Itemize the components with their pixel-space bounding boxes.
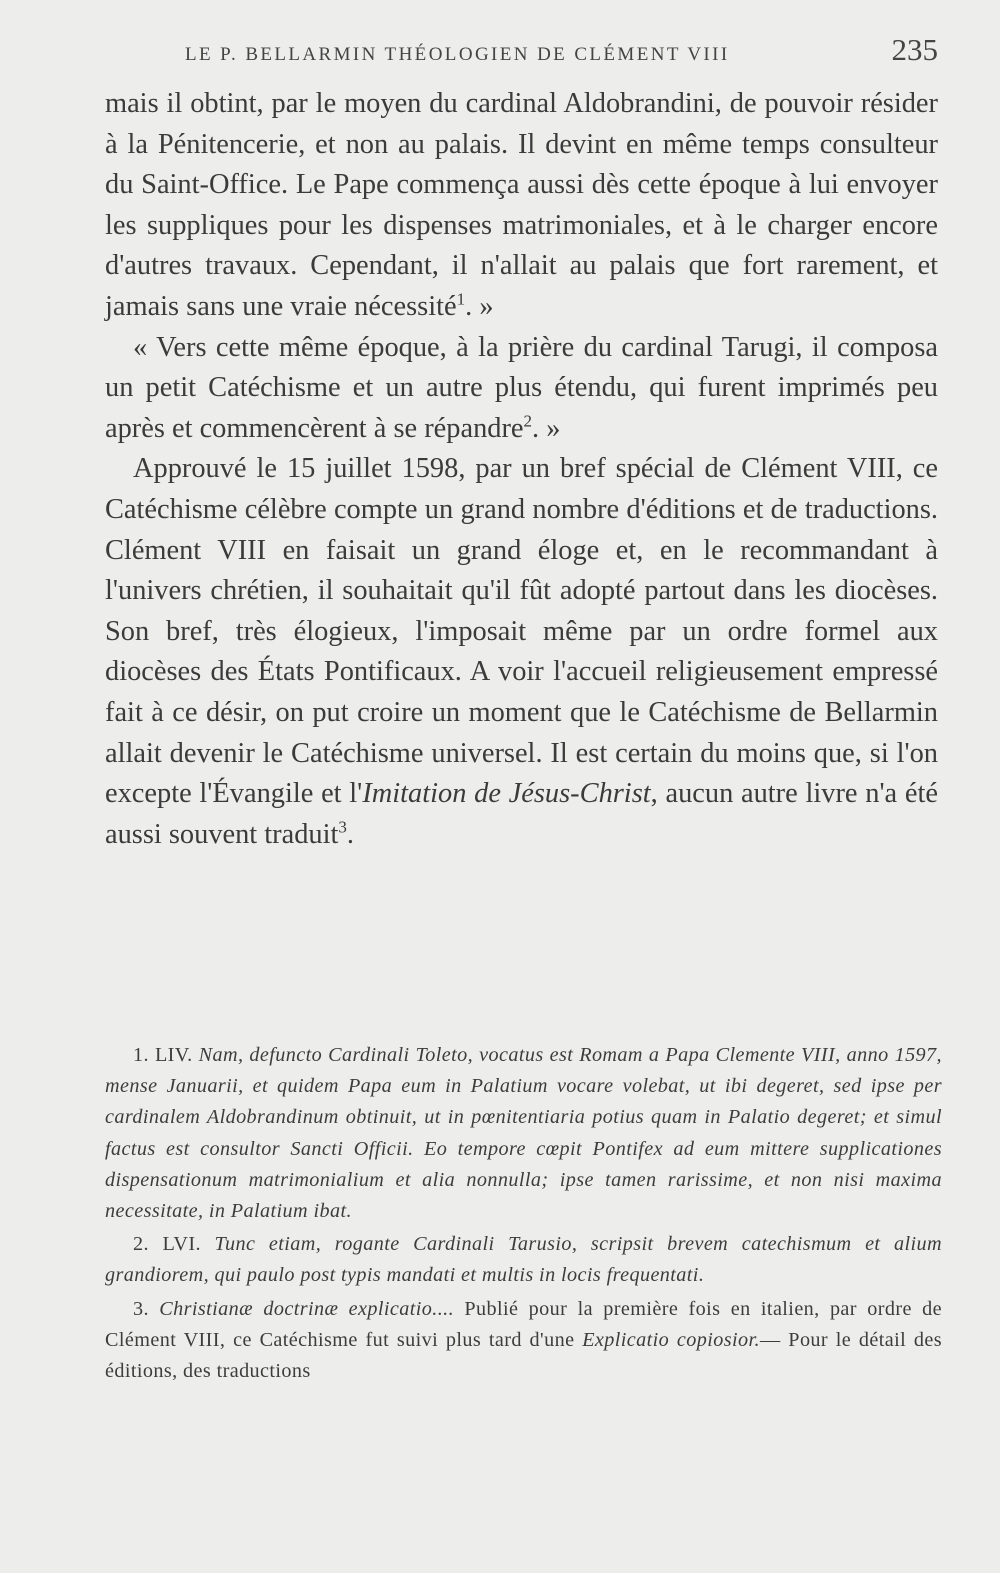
paragraph-3-final: . xyxy=(346,818,355,850)
italic-title: Imitation de Jésus-Christ xyxy=(362,778,651,810)
paragraph-3 xyxy=(105,449,938,855)
footnote-1 xyxy=(105,1040,942,1227)
footnote-3-italic-2: Explicatio copiosior. xyxy=(582,1328,760,1351)
footnote-1-text: Nam, defuncto Cardinali Toleto, vocatus est Romam a Papa Clemente VIII, anno 1597, mense Januarii, et quidem Papa eum in Palatium vocare volebat, ut ibi degeret, sed ipse per cardinalem Aldobrandinum obtinuit, ut in pœnitentiaria potius quam in Palatio degeret; et simul factus est consultor Sancti Officii. Eo tempore cœpit Pontifex ad eum mittere supplicationes dispensationum matrimonialium et alia nonnulla; ipse tamen rarissime, et non nisi maxima necessitate, in Palatium ibat. xyxy=(105,1044,942,1223)
paragraph-2 xyxy=(105,328,938,450)
paragraph-1-end: . » xyxy=(465,290,494,322)
footnote-3-text-2: — Pour le détail des éditions, des traductions xyxy=(105,1328,942,1383)
footnotes xyxy=(105,1040,942,1387)
footnote-2-label: 2. LVI. xyxy=(133,1233,201,1256)
footnote-3-italic: Christianæ doctrinæ explicatio.... xyxy=(159,1297,455,1320)
running-title: LE P. BELLARMIN THÉOLOGIEN DE CLÉMENT VIII xyxy=(185,44,730,65)
paragraph-3-text: Approuvé le 15 juillet 1598, par un bref spécial de Clément VIII, ce Catéchisme célèbre compte un grand nombre d'éditions et de traductions. Clément VIII en faisait un grand éloge et, en le recommandant à l'univers chrétien, il souhaitait qu'il fût adopté partout dans les diocèses. Son bref, très élogieux, l'imposait même par un ordre formel aux diocèses des États Pontificaux. A voir l'accueil religieusement empressé fait à ce désir, on put croire un moment que le Catéchisme de Bellarmin allait devenir le Catéchisme universel. Il est certain du moins que, si l'on excepte l'Évangile et l' xyxy=(105,453,938,810)
paragraph-3-continued: , aucun autre livre n'a été aussi souvent traduit xyxy=(105,778,938,850)
footnote-ref-3: 3 xyxy=(338,817,347,837)
paragraph-2-text: « Vers cette même époque, à la prière du cardinal Tarugi, il composa un petit Catéchisme et un autre plus étendu, qui furent imprimés peu après et commencèrent à se répandre xyxy=(105,331,938,444)
footnote-2-text: Tunc etiam, rogante Cardinali Tarusio, scripsit brevem catechismum et alium grandiorem, qui paulo post typis mandati et multis in locis frequentati. xyxy=(105,1233,942,1287)
main-text xyxy=(105,84,938,855)
footnote-3-text: Publié pour la première fois en italien, par ordre de Clément VIII, ce Catéchisme fut suivi plus tard d'une xyxy=(105,1297,943,1351)
paragraph-1-text: mais il obtint, par le moyen du cardinal Aldobrandini, de pouvoir résider à la Pénitencerie, et non au palais. Il devint en même temps consulteur du Saint-Office. Le Pape commença aussi dès cette époque à lui envoyer les suppliques pour les dispenses matrimoniales, et à le charger encore d'autres travaux. Cependant, il n'allait au palais que fort rarement, et jamais sans une vraie nécessité xyxy=(105,88,938,322)
footnote-ref-1: 1 xyxy=(456,289,466,309)
footnote-1-label: 1. LIV. xyxy=(133,1044,193,1066)
footnote-2 xyxy=(105,1229,942,1291)
paragraph-1 xyxy=(105,84,938,328)
paragraph-2-end: . » xyxy=(532,412,561,444)
running-header xyxy=(105,32,938,72)
footnote-3-label: 3. xyxy=(133,1297,149,1320)
footnote-3 xyxy=(105,1294,942,1388)
page-number: 235 xyxy=(891,32,938,67)
footnote-ref-2: 2 xyxy=(523,411,533,431)
